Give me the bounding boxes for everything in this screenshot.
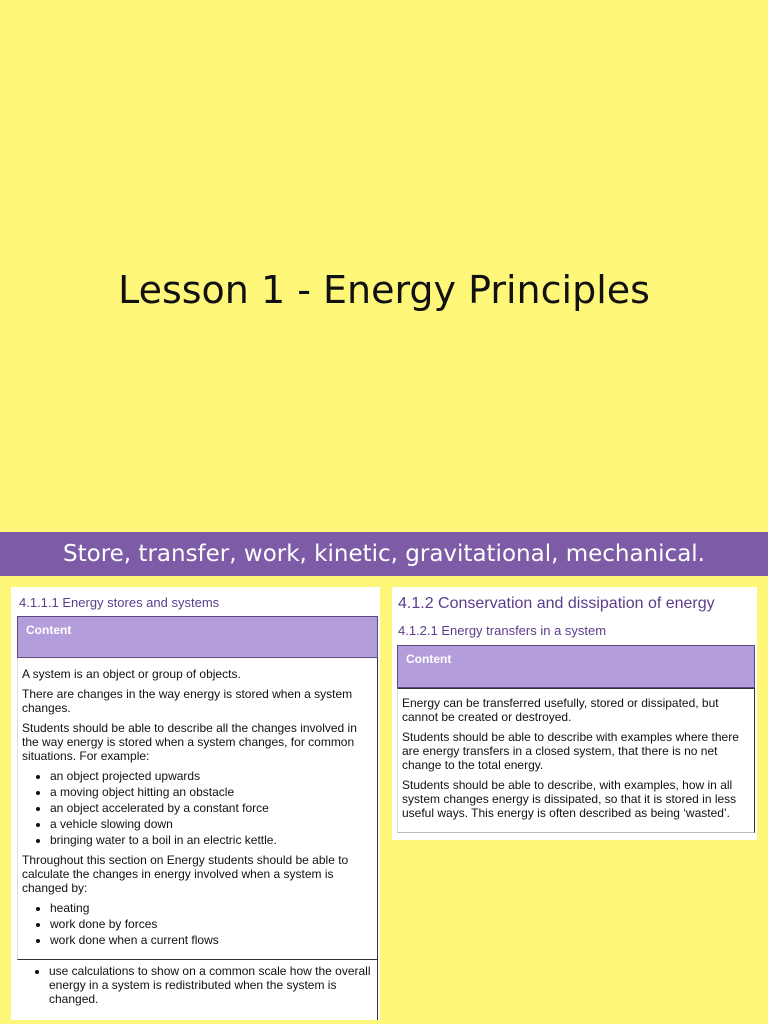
content-label: Content — [17, 616, 378, 658]
content-body — [397, 688, 755, 833]
examples-list — [22, 769, 373, 847]
paragraph: There are changes in the way energy is stored when a system changes. — [22, 687, 353, 715]
keywords-banner: Store, transfer, work, kinetic, gravitational, mechanical. — [0, 532, 768, 576]
slide-title: Lesson 1 - Energy Principles — [118, 268, 650, 312]
list-item: • use calculations to show on a common scale how the overall energy in a system is redistributed when the system is changed. — [49, 964, 373, 1006]
paragraph: Students should be able to describe with examples where there are energy transfers in a closed system, that there is no net change to the total energy. — [402, 730, 739, 772]
content-body — [17, 658, 378, 960]
list-item: • an object projected upwards — [50, 769, 373, 783]
list-item: • bringing water to a boil in an electric kettle. — [50, 833, 373, 847]
content-label: Content — [397, 645, 755, 688]
paragraph: Throughout this section on Energy students should be able to calculate the changes in energy involved when a system is changed by: — [22, 853, 349, 895]
paragraph: A system is an object or group of objects. — [22, 667, 241, 681]
list-item: • work done by forces — [50, 917, 373, 931]
list-item: • work done when a current flows — [50, 933, 373, 947]
list-item: • a moving object hitting an obstacle — [50, 785, 373, 799]
spec-panel-conservation — [392, 587, 757, 840]
section-heading: 4.1.2 Conservation and dissipation of energy — [398, 595, 715, 612]
paragraph: Students should be able to describe all the changes involved in the way energy is stored when a system changes, for common situations. For example: — [22, 721, 357, 763]
spec-panel-energy-stores — [11, 587, 380, 1020]
paragraph: Energy can be transferred usefully, stored or dissipated, but cannot be created or destroyed. — [402, 696, 719, 724]
section-heading: 4.1.1.1 Energy stores and systems — [19, 595, 220, 610]
list-item: • a vehicle slowing down — [50, 817, 373, 831]
changes-list — [22, 901, 373, 947]
extra-list — [21, 964, 373, 1006]
subsection-heading: 4.1.2.1 Energy transfers in a system — [398, 623, 607, 638]
list-item: • heating — [50, 901, 373, 915]
paragraph: Students should be able to describe, with examples, how in all system changes energy is dissipated, so that it is stored in less useful ways. This energy is often described as being ‘wasted’. — [402, 778, 737, 820]
extra-row — [17, 960, 378, 1020]
list-item: • an object accelerated by a constant force — [50, 801, 373, 815]
